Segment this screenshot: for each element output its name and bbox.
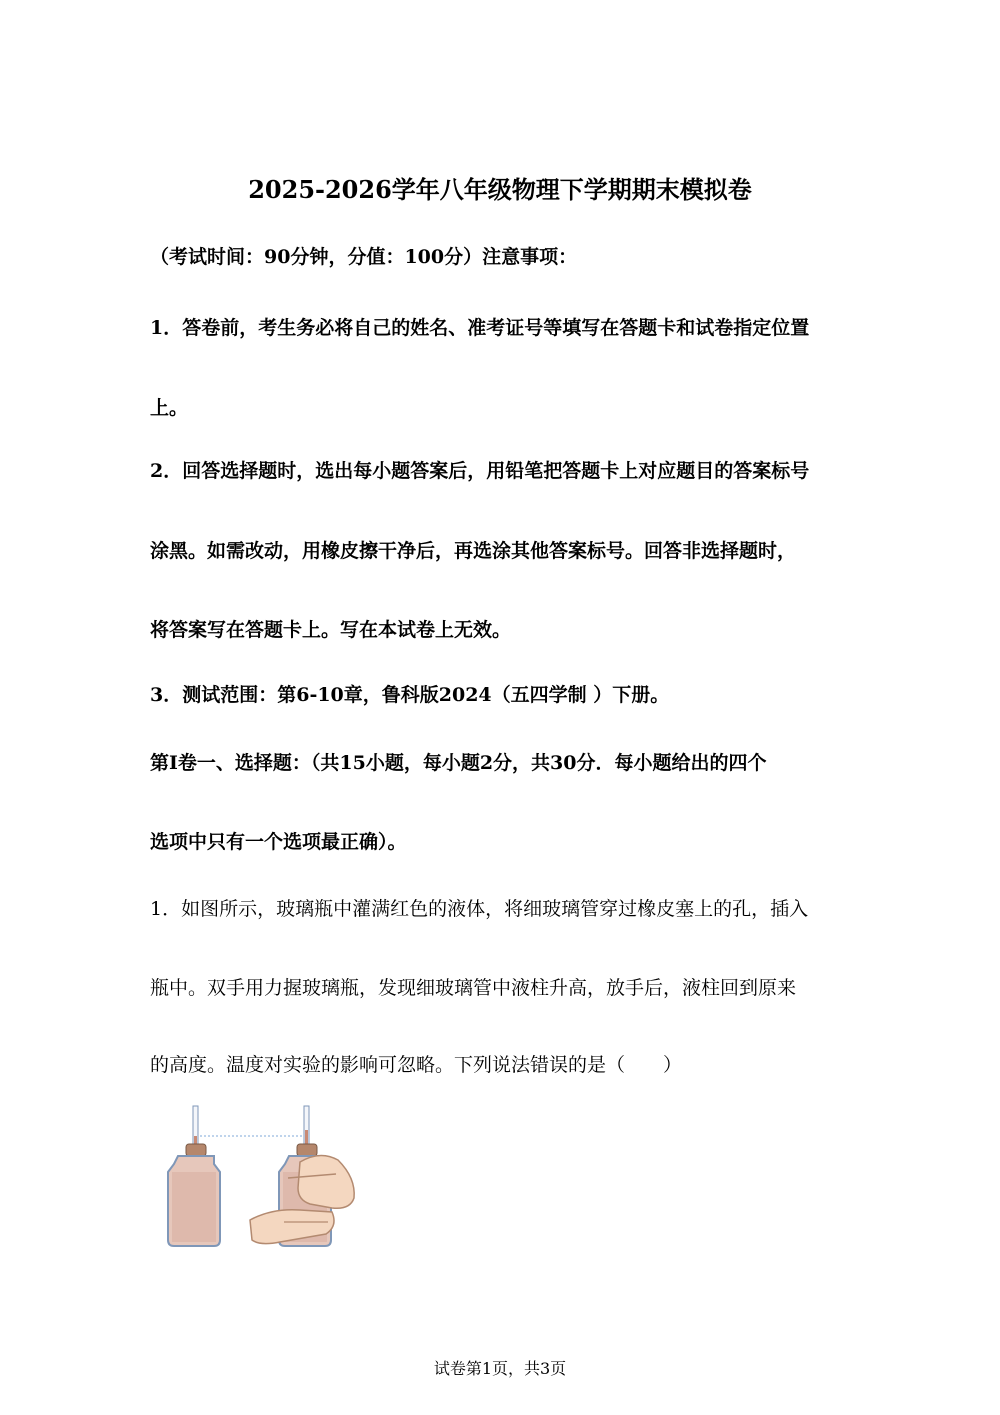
exam-title: 2025-2026学年八年级物理下学期期末模拟卷 <box>248 175 752 204</box>
section-heading-cont: 选项中只有一个选项最正确）。 <box>150 831 407 853</box>
notice-2-cont-2: 将答案写在答题卡上。写在本试卷上无效。 <box>150 619 512 641</box>
question-1-cont: 瓶中。双手用力握玻璃瓶，发现细玻璃管中液柱升高，放手后，液柱回到原来 <box>150 977 797 999</box>
notice-1-cont: 上。 <box>150 397 189 419</box>
question-1-cont-2: 的高度。温度对实验的影响可忽略。下列说法错误的是（ ） <box>150 1054 683 1076</box>
hands <box>250 1155 354 1243</box>
notice-3: 3．测试范围：第6-10章，鲁科版2024（五四学制 ）下册。 <box>150 684 670 706</box>
bottle-left <box>168 1106 220 1246</box>
notice-2: 2．回答选择题时，选出每小题答案后，用铅笔把答题卡上对应题目的答案标号 <box>150 460 810 482</box>
notice-2-cont: 涂黑。如需改动，用橡皮擦干净后，再选涂其他答案标号。回答非选择题时， <box>150 540 797 562</box>
page-footer: 试卷第1页，共3页 <box>433 1359 567 1378</box>
question-1: 1．如图所示，玻璃瓶中灌满红色的液体，将细玻璃管穿过橡皮塞上的孔，插入 <box>150 898 809 920</box>
exam-info: （考试时间：90分钟，分值：100分）注意事项： <box>150 246 578 268</box>
notice-1: 1．答卷前，考生务必将自己的姓名、准考证号等填写在答题卡和试卷指定位置 <box>150 317 810 339</box>
section-heading: 第Ⅰ卷一、选择题：（共15小题，每小题2分，共30分．每小题给出的四个 <box>150 752 767 774</box>
bottle-experiment-figure <box>160 1100 370 1260</box>
